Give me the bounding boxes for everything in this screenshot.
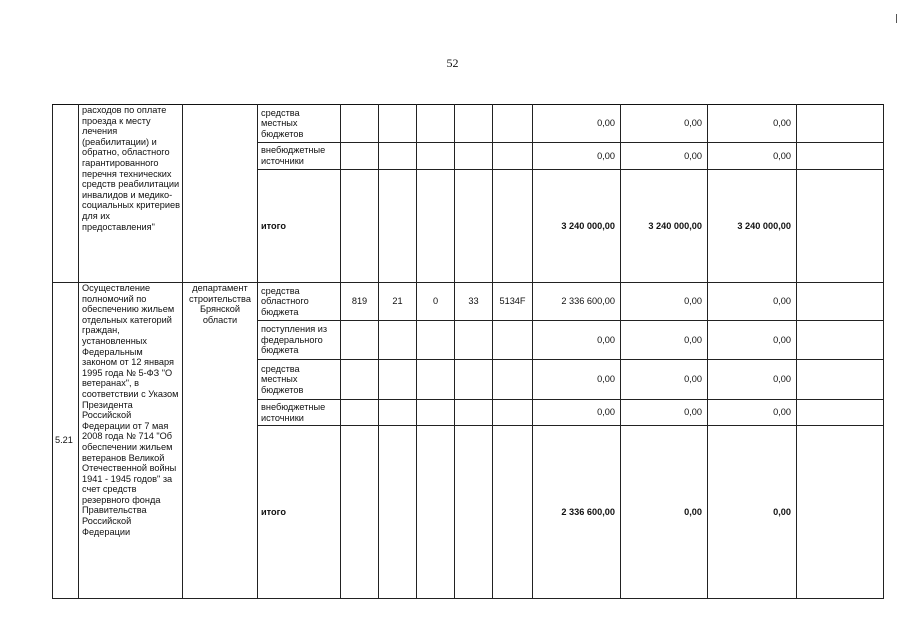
- amount-cell: 0,00: [533, 360, 621, 400]
- executor-cell: [183, 105, 258, 283]
- amount-cell: 0,00: [621, 400, 708, 426]
- source-label: средства областного бюджета: [258, 283, 341, 321]
- source-label: внебюджетные источники: [258, 400, 341, 426]
- amount-cell: 0,00: [708, 400, 797, 426]
- source-label: поступления из федерального бюджета: [258, 321, 341, 360]
- measure-name-cell: Осуществление полномочий по обеспечению жильем отдельных категорий граждан, установленных Федеральным законом от 12 января 1995 года № 5-ФЗ "О ветеранах", в соответствии с Указом Президента Российской Федерации от 7 мая 2008 года № 714 "Об обеспечении жильем ветеранов Великой Отечественной войны 1941 - 1945 годов" за счет средств резервного фонда Правительства Российской Федерации: [79, 283, 183, 599]
- scan-edge-mark: [896, 14, 897, 23]
- amount-cell: 0,00: [533, 105, 621, 143]
- amount-cell: 0,00: [621, 321, 708, 360]
- budget-table: [52, 104, 884, 599]
- total-amount-cell: 0,00: [708, 426, 797, 599]
- amount-cell: 0,00: [621, 283, 708, 321]
- table-row: [53, 105, 884, 143]
- pr-code: 0: [417, 283, 455, 321]
- source-label: средства местных бюджетов: [258, 360, 341, 400]
- rz-code: 21: [379, 283, 417, 321]
- amount-cell: 0,00: [708, 283, 797, 321]
- page-number: 52: [446, 56, 459, 70]
- csr-code: 33: [455, 283, 493, 321]
- executor-cell: департамент строительства Брянской области: [183, 283, 258, 599]
- amount-cell: 0,00: [708, 105, 797, 143]
- amount-cell: 0,00: [533, 143, 621, 170]
- amount-cell: 0,00: [533, 400, 621, 426]
- row-number-cell: 5.21: [53, 283, 79, 599]
- source-label: внебюджетные источники: [258, 143, 341, 170]
- row-number-cell: [53, 105, 79, 283]
- source-label: средства местных бюджетов: [258, 105, 341, 143]
- total-amount-cell: 3 240 000,00: [621, 170, 708, 283]
- total-label: итого: [258, 426, 341, 599]
- total-amount-cell: 2 336 600,00: [533, 426, 621, 599]
- total-amount-cell: 3 240 000,00: [533, 170, 621, 283]
- amount-cell: 0,00: [621, 143, 708, 170]
- total-label: итого: [258, 170, 341, 283]
- amount-cell: 0,00: [708, 321, 797, 360]
- total-amount-cell: 0,00: [621, 426, 708, 599]
- amount-cell: 0,00: [708, 360, 797, 400]
- vr-code: 5134F: [493, 283, 533, 321]
- grbs-code: 819: [341, 283, 379, 321]
- measure-name-cell: расходов по оплате проезда к месту лечения (реабилитации) и обратно, областного гарантированного перечня технических средств реабилитации инвалидов и медико-социальных критериев для их предоставления": [79, 105, 183, 283]
- amount-cell: 0,00: [621, 105, 708, 143]
- amount-cell: 2 336 600,00: [533, 283, 621, 321]
- total-amount-cell: 3 240 000,00: [708, 170, 797, 283]
- amount-cell: 0,00: [708, 143, 797, 170]
- table-row: [53, 283, 884, 321]
- amount-cell: 0,00: [533, 321, 621, 360]
- amount-cell: 0,00: [621, 360, 708, 400]
